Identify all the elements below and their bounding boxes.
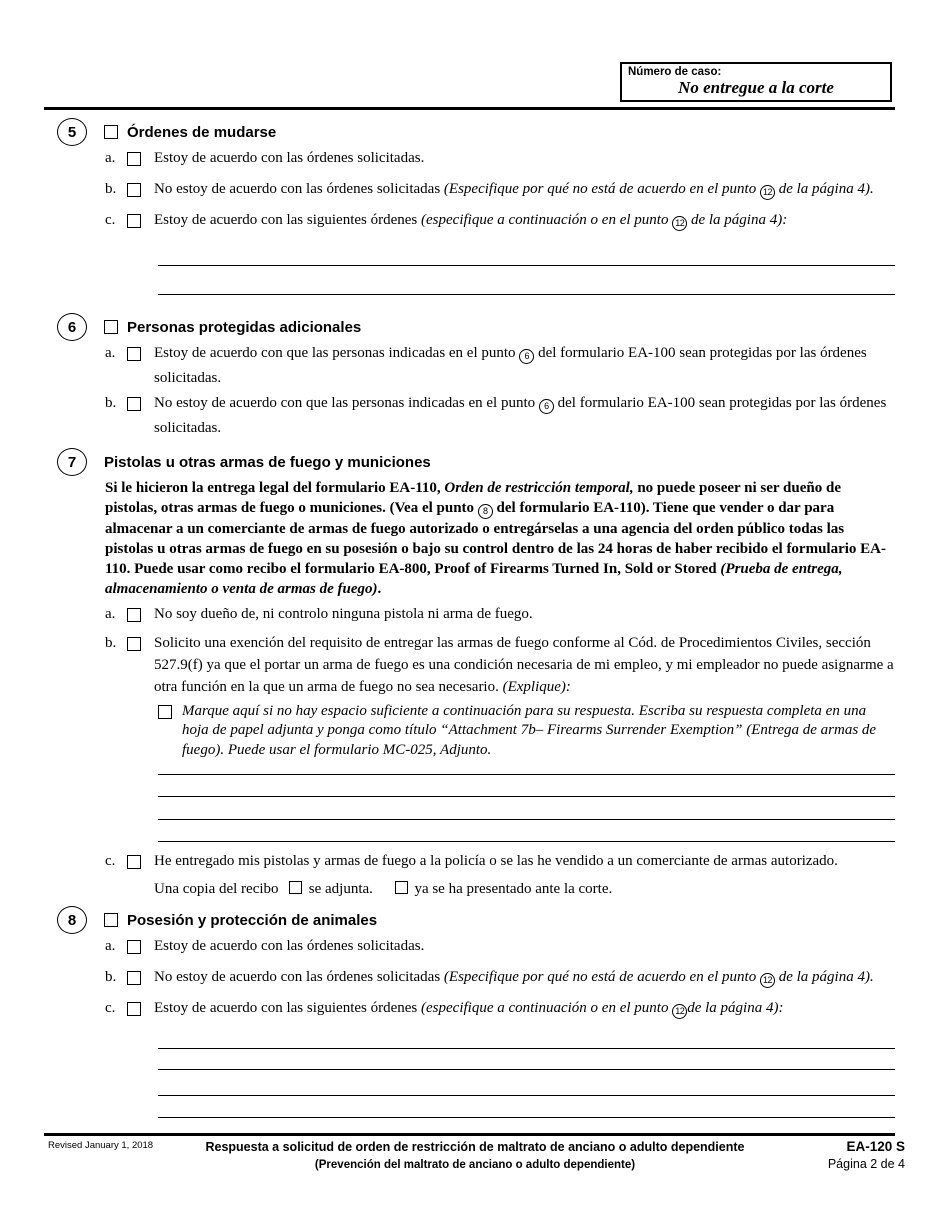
8c-write-line-3[interactable] bbox=[158, 1070, 895, 1096]
text-segment: Solicito una exención del requisito de entregar las armas de fuego conforme al Cód. de Procedimientos Civiles, sección 527.9(f) ya que el portar un arma de fuego es una condición necesaria de mi empleo, y mi empleador no puede asignarme a otra función en la que un arma de fuego no sea necesario. bbox=[154, 634, 894, 695]
text-segment: (especifique a continuación o en el punto bbox=[421, 1000, 673, 1016]
item-5c bbox=[105, 208, 895, 237]
text-segment: (Especifique por qué no está de acuerdo en el punto bbox=[443, 181, 760, 197]
inline-circled-number: 6 bbox=[539, 399, 554, 414]
item-5a-checkbox[interactable] bbox=[127, 152, 141, 166]
text-segment: del formulario EA-110). Tiene que vender o dar para almacenar a un comerciante de armas de fuego autorizado o entregárselas a una agencia del orden público todas las pistolas u otras armas de fuego en su posesión o bajo su control dentro de las 24 horas de haber recibido el formulario EA-110. Puede usar como recibo el formulario EA-800, Proof of Firearms Turned In, Sold or Stored bbox=[105, 500, 887, 577]
item-8a-checkbox[interactable] bbox=[127, 940, 141, 954]
section-7-title: Pistolas u otras armas de fuego y municiones bbox=[104, 453, 431, 471]
item-5b bbox=[105, 177, 895, 206]
text-segment: . bbox=[377, 580, 382, 597]
7b-write-line-4[interactable] bbox=[158, 820, 895, 842]
attachment-7b-note bbox=[158, 702, 895, 761]
item-7c-letter: c. bbox=[105, 853, 116, 869]
item-5c-letter: c. bbox=[105, 212, 116, 228]
section-6-number-badge: 6 bbox=[57, 313, 87, 341]
text-segment: del formulario EA-100 sean protegidas por las órdenes solicitadas. bbox=[154, 345, 867, 386]
item-6b-checkbox[interactable] bbox=[127, 397, 141, 411]
section-5-title: Órdenes de mudarse bbox=[127, 123, 277, 141]
item-7b-text bbox=[154, 632, 895, 698]
item-6a-text bbox=[154, 341, 895, 391]
inline-circled-number: 8 bbox=[478, 504, 493, 519]
item-5a bbox=[105, 146, 895, 175]
item-8c-text bbox=[154, 996, 895, 1025]
item-8c-checkbox-cell bbox=[127, 996, 154, 1025]
text-segment: del formulario EA-100 sean protegidas por las órdenes solicitadas. bbox=[154, 395, 887, 436]
item-8b bbox=[105, 965, 895, 994]
item-receipt-copy-checkbox-cell bbox=[127, 879, 154, 899]
footer-form-id bbox=[828, 1139, 905, 1171]
write-lines-5c bbox=[158, 239, 895, 295]
inline-circled-number: 12 bbox=[672, 1004, 687, 1019]
attachment-7b-text bbox=[182, 702, 895, 761]
item-7c-text bbox=[154, 850, 895, 876]
write-lines-8c bbox=[158, 1027, 895, 1118]
footer-form-number: EA-120 S bbox=[846, 1139, 905, 1154]
item-receipt-copy-letter bbox=[105, 879, 127, 899]
item-8c bbox=[105, 996, 895, 1025]
item-7b bbox=[105, 632, 895, 698]
text-segment: (Especifique por qué no está de acuerdo en el punto bbox=[443, 969, 760, 985]
item-7a-text bbox=[154, 603, 895, 629]
section-5-checkbox[interactable] bbox=[104, 125, 118, 139]
section-6-checkbox[interactable] bbox=[104, 320, 118, 334]
text-segment: Adjunto. bbox=[440, 741, 492, 758]
item-7c-checkbox[interactable] bbox=[127, 855, 141, 869]
text-segment: He entregado mis pistolas y armas de fuego a la policía o se las he vendido a un comerciante de armas autorizado. bbox=[154, 853, 838, 869]
section-8-checkbox[interactable] bbox=[104, 913, 118, 927]
inline-circled-number: 12 bbox=[672, 216, 687, 231]
text-segment: Estoy de acuerdo con las siguientes órdenes bbox=[154, 212, 422, 228]
footer-form-title-paren: (Prevención del maltrato de anciano o adulto dependiente) bbox=[314, 1159, 636, 1171]
text-segment: Estoy de acuerdo con las órdenes solicitadas. bbox=[154, 938, 425, 954]
item-8c-checkbox[interactable] bbox=[127, 1002, 141, 1016]
7b-write-line-2[interactable] bbox=[158, 775, 895, 797]
attachment-7b-checkbox[interactable] bbox=[158, 705, 172, 719]
section-8-number-badge: 8 bbox=[57, 906, 87, 934]
5c-write-line-2[interactable] bbox=[158, 266, 895, 295]
section-7-head bbox=[57, 448, 895, 476]
section-6 bbox=[57, 313, 895, 441]
item-5a-letter: a. bbox=[105, 150, 116, 166]
8c-write-line-2[interactable] bbox=[158, 1049, 895, 1070]
item-6a bbox=[105, 341, 895, 391]
5c-write-line-1[interactable] bbox=[158, 239, 895, 266]
item-6a-checkbox[interactable] bbox=[127, 347, 141, 361]
section-5-number-badge: 5 bbox=[57, 118, 87, 146]
section-5 bbox=[57, 118, 895, 295]
text-segment: (Prueba de entrega, almacenamiento o venta de armas de fuego) bbox=[105, 560, 843, 597]
text-segment: No estoy de acuerdo con las órdenes solicitadas bbox=[154, 181, 444, 197]
item-8a-letter: a. bbox=[105, 938, 116, 954]
case-number-box bbox=[620, 62, 892, 102]
header-rule bbox=[44, 107, 895, 110]
section-5-head bbox=[57, 118, 895, 146]
section-8 bbox=[57, 906, 895, 1118]
text-segment: de la página 4). bbox=[774, 181, 874, 197]
text-segment: ya se ha presentado ante la corte. bbox=[410, 881, 613, 897]
item-8a bbox=[105, 934, 895, 963]
item-8a-text bbox=[154, 934, 895, 963]
item-5b-checkbox[interactable] bbox=[127, 183, 141, 197]
text-segment: Marque aquí si no hay espacio suficiente a continuación para su respuesta. Escriba su respuesta completa en una hoja de papel adjunta y ponga como título “Attachment 7b– Firearms Surrender Exemption” (Entrega de armas de fuego). Puede usar el formulario MC-025, bbox=[182, 702, 877, 758]
text-segment: No estoy de acuerdo con que las personas indicadas en el punto bbox=[154, 395, 539, 411]
section-7-notice bbox=[105, 478, 895, 599]
text-segment: Orden de restricción temporal, bbox=[444, 480, 634, 496]
item-7a-checkbox[interactable] bbox=[127, 608, 141, 622]
text-segment: de la página 4): bbox=[687, 1000, 784, 1016]
footer-revised-date: Revised January 1, 2018 bbox=[48, 1140, 154, 1151]
item-5b-checkbox-cell bbox=[127, 177, 154, 206]
section-7 bbox=[57, 448, 895, 902]
write-lines-7b bbox=[158, 760, 895, 842]
item-7b-checkbox[interactable] bbox=[127, 637, 141, 651]
text-segment: Estoy de acuerdo con las órdenes solicitadas. bbox=[154, 150, 425, 166]
item-8b-checkbox-cell bbox=[127, 965, 154, 994]
item-5c-checkbox[interactable] bbox=[127, 214, 141, 228]
section-8-head bbox=[57, 906, 895, 934]
item-8b-checkbox[interactable] bbox=[127, 971, 141, 985]
section-6-title: Personas protegidas adicionales bbox=[127, 318, 362, 336]
item-6b-letter: b. bbox=[105, 395, 117, 411]
text-segment: Si le hicieron la entrega legal del formulario EA-110, bbox=[105, 480, 445, 496]
text-segment: (Explique): bbox=[502, 678, 571, 695]
item-6b bbox=[105, 391, 895, 441]
inline-circled-number: 12 bbox=[760, 185, 775, 200]
footer-form-title bbox=[205, 1139, 745, 1174]
item-7a-checkbox-cell bbox=[127, 603, 154, 629]
item-5c-checkbox-cell bbox=[127, 208, 154, 237]
item-5b-text bbox=[154, 177, 895, 206]
item-5c-text bbox=[154, 208, 895, 237]
text-segment: se adjunta. bbox=[305, 881, 392, 897]
item-8b-letter: b. bbox=[105, 969, 117, 985]
item-7b-checkbox-cell bbox=[127, 632, 154, 698]
item-7a bbox=[105, 603, 895, 629]
item-5a-checkbox-cell bbox=[127, 146, 154, 175]
inline-circled-number: 6 bbox=[519, 349, 534, 364]
text-segment: Estoy de acuerdo con las siguientes órdenes bbox=[154, 1000, 422, 1016]
inline-circled-number: 12 bbox=[760, 973, 775, 988]
item-7b-letter: b. bbox=[105, 634, 117, 651]
text-segment: de la página 4). bbox=[774, 969, 874, 985]
text-segment: No estoy de acuerdo con las órdenes solicitadas bbox=[154, 969, 444, 985]
footer-page-number: Página 2 de 4 bbox=[827, 1157, 905, 1171]
text-segment: Estoy de acuerdo con que las personas indicadas en el punto bbox=[154, 345, 520, 361]
8c-write-line-4[interactable] bbox=[158, 1096, 895, 1118]
item-6a-checkbox-cell bbox=[127, 341, 154, 391]
text-segment: (especifique a continuación o en el punto bbox=[421, 212, 673, 228]
7b-write-line-3[interactable] bbox=[158, 797, 895, 820]
receipt-filed-checkbox[interactable] bbox=[395, 881, 408, 894]
item-7c-checkbox-cell bbox=[127, 850, 154, 876]
item-6b-checkbox-cell bbox=[127, 391, 154, 441]
item-6b-text bbox=[154, 391, 895, 441]
text-segment: de la página 4): bbox=[687, 212, 788, 228]
item-5a-text bbox=[154, 146, 895, 175]
footer-form-title-main: Respuesta a solicitud de orden de restricción de maltrato de anciano o adulto dependiente bbox=[205, 1140, 745, 1154]
receipt-attached-checkbox[interactable] bbox=[289, 881, 302, 894]
item-8b-text bbox=[154, 965, 895, 994]
item-7c bbox=[105, 850, 895, 876]
item-7a-letter: a. bbox=[105, 605, 116, 622]
section-7-number-badge: 7 bbox=[57, 448, 87, 476]
text-segment: No soy dueño de, ni controlo ninguna pistola ni arma de fuego. bbox=[154, 605, 533, 622]
item-receipt-copy-text bbox=[154, 879, 895, 899]
text-segment: Una copia del recibo bbox=[154, 881, 287, 897]
item-8c-letter: c. bbox=[105, 1000, 116, 1016]
8c-write-line-1[interactable] bbox=[158, 1027, 895, 1049]
item-receipt-copy bbox=[105, 879, 895, 899]
section-6-head bbox=[57, 313, 895, 341]
case-number-value: No entregue a la corte bbox=[678, 78, 834, 97]
case-number-label: Número de caso: bbox=[628, 66, 722, 78]
section-8-title: Posesión y protección de animales bbox=[127, 911, 378, 929]
7b-write-line-1[interactable] bbox=[158, 760, 895, 775]
item-8a-checkbox-cell bbox=[127, 934, 154, 963]
text-segment: no puede poseer ni ser dueño de pistolas, otras armas de fuego o municiones. (Vea el punto bbox=[105, 480, 841, 516]
item-6a-letter: a. bbox=[105, 345, 116, 361]
item-5b-letter: b. bbox=[105, 181, 117, 197]
footer-rule bbox=[44, 1133, 895, 1136]
